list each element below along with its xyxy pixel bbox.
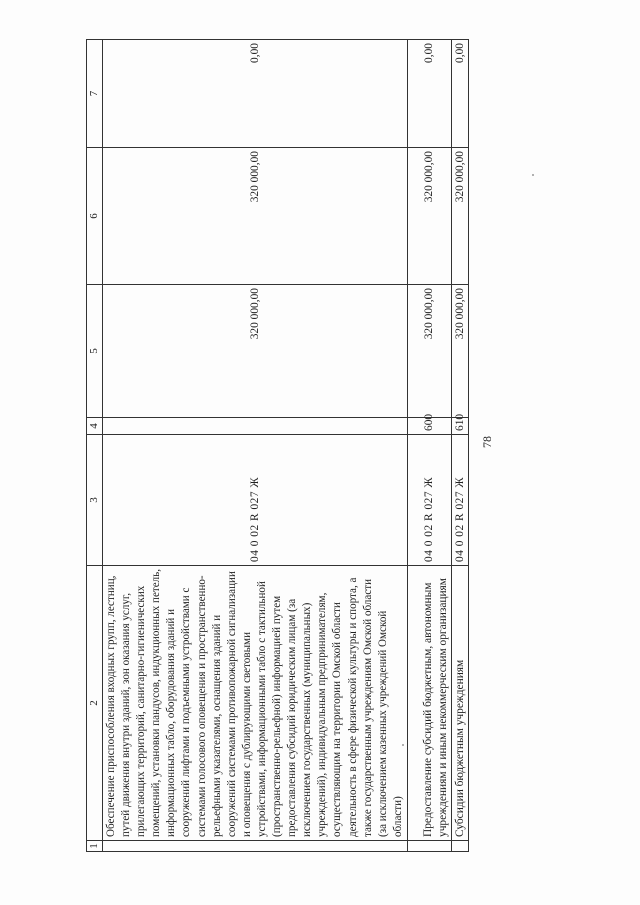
column-number-row: [87, 40, 103, 852]
row-name: Субсидии бюджетным учреждениям: [451, 566, 468, 841]
row-col6: 320 000,00: [451, 148, 468, 285]
row-type: 610: [451, 418, 468, 435]
row-name: Обеспечение приспособления входных групп, лестниц, путей движения внутри зданий, зон оказания услуг, прилегающих территорий, санитарно-гигиенических помещений, установки пандусов, индукционных петель, информационных табло, оборудования зданий и сооружений лифтами и подъемными устройствами с системами голосового оповещения и пространственно-рельефными указателями, оснащения зданий и сооружений системами противопожарной сигнализации и оповещения с дублирующими световыми устройствами, информационными табло с тактильной (пространственно-рельефной) информацией путем предоставления субсидий юридическим лицам (за исключением государственных (муниципальных) учреждений), индивидуальным предпринимателям, осуществляющим на территории Омской области деятельность в сфере физической культуры и спорта, а также государственным учреждениям Омской области (за исключением казенных учреждений Омской области): [103, 566, 408, 841]
col-num-1: 1: [87, 841, 103, 852]
row-index-cell: [407, 841, 451, 852]
row-type: [103, 418, 408, 435]
row-col7: 0,00: [103, 40, 408, 148]
row-col7: 0,00: [407, 40, 451, 148]
scan-speck: [532, 174, 534, 176]
row-code: 04 0 02 R 027 Ж: [103, 435, 408, 566]
row-col6: 320 000,00: [103, 148, 408, 285]
row-col5: 320 000,00: [407, 285, 451, 418]
row-col6: 320 000,00: [407, 148, 451, 285]
row-index-cell: [451, 841, 468, 852]
row-col7: 0,00: [451, 40, 468, 148]
row-type: 600: [407, 418, 451, 435]
row-col5: 320 000,00: [451, 285, 468, 418]
col-num-5: 5: [87, 285, 103, 418]
row-code: 04 0 02 R 027 Ж: [407, 435, 451, 566]
col-num-3: 3: [87, 435, 103, 566]
table-row: [451, 40, 468, 852]
col-num-6: 6: [87, 148, 103, 285]
table-row: [103, 40, 408, 852]
table-row: [407, 40, 451, 852]
scan-speck: [402, 744, 404, 746]
budget-table: [86, 39, 469, 852]
page-number: 78: [480, 436, 494, 448]
row-index-cell: [103, 841, 408, 852]
row-col5: 320 000,00: [103, 285, 408, 418]
row-name: Предоставление субсидий бюджетным, автономным учреждениям и иным некоммерческим организациям: [407, 566, 451, 841]
rotated-landscape-page: [86, 40, 494, 852]
col-num-4: 4: [87, 418, 103, 435]
row-code: 04 0 02 R 027 Ж: [451, 435, 468, 566]
col-num-7: 7: [87, 40, 103, 148]
col-num-2: 2: [87, 566, 103, 841]
